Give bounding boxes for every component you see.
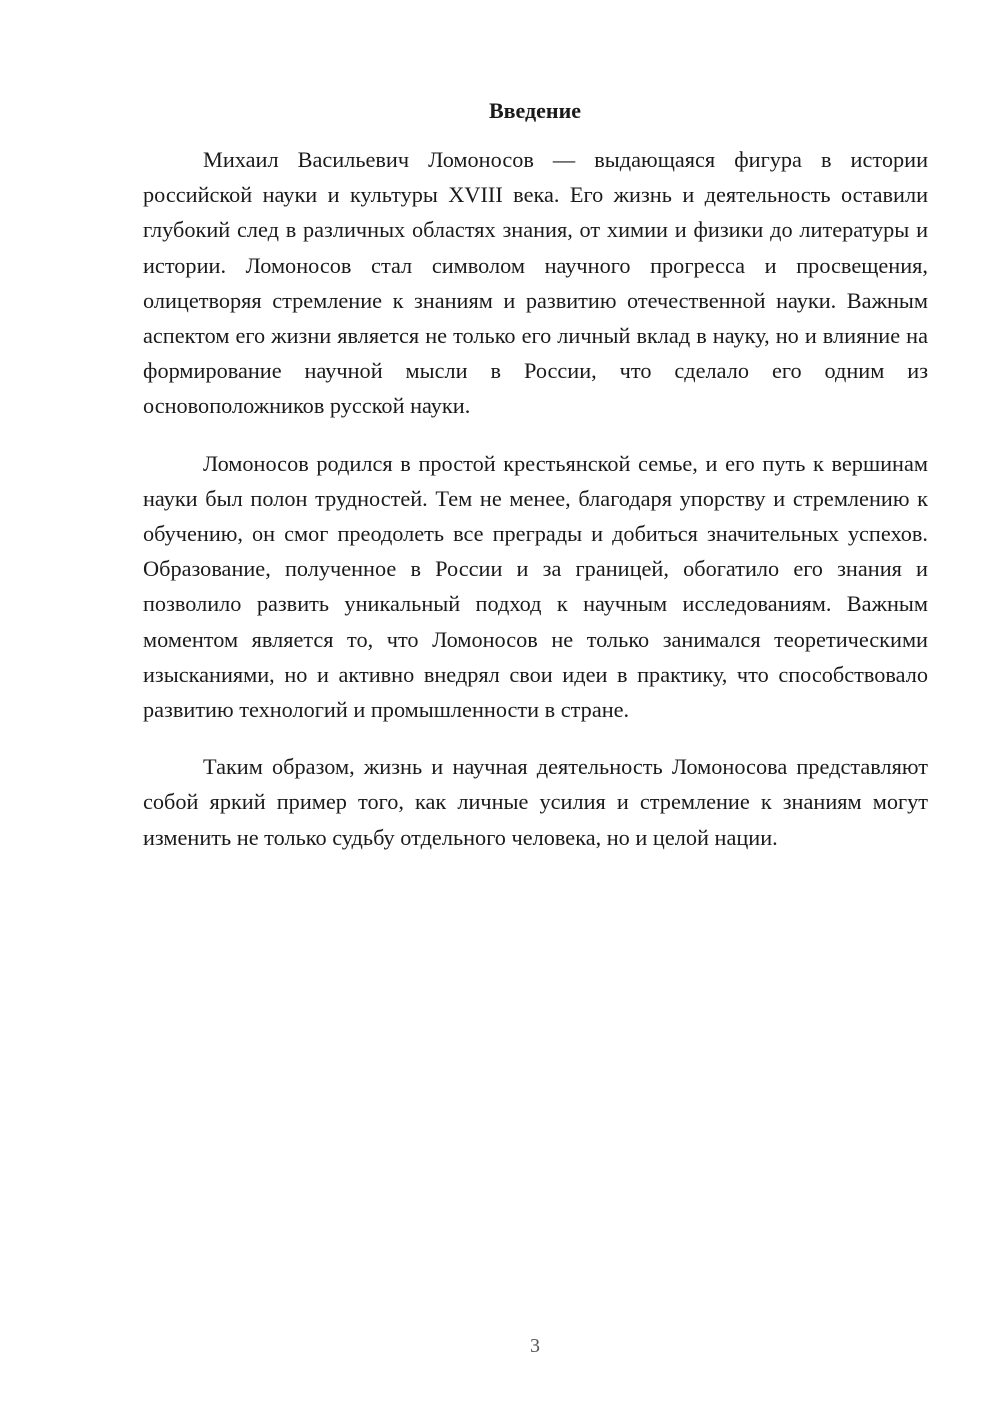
paragraph-3: Таким образом, жизнь и научная деятельность Ломоносова представляют собой яркий пример того, как личные усилия и стремление к знаниям могут изменить не только судьбу отдельного человека, но и целой нации. xyxy=(143,754,928,850)
paragraph-2: Ломоносов родился в простой крестьянской семье, и его путь к вершинам науки был полон трудностей. Тем не менее, благодаря упорству и стремлению к обучению, он смог преодолеть все преграды и добиться значительных успехов. Образование, полученное в России и за границей, обогатило его знания и позволило развить уникальный подход к научным исследованиям. Важным моментом является то, что Ломоносов не только занимался теоретическими изысканиями, но и активно внедрял свои идеи в практику, что способствовало развитию технологий и промышленности в стране. xyxy=(143,450,928,723)
body-text xyxy=(143,142,928,877)
section-title: Введение xyxy=(488,98,582,123)
paragraph-1: Михаил Васильевич Ломоносов — выдающаяся фигура в истории российской науки и культуры XVIII века. Его жизнь и деятельность оставили глубокий след в различных областях знания, от химии и физики до литературы и истории. Ломоносов стал символом научного прогресса и просвещения, олицетворяя стремление к знаниям и развитию отечественной науки. Важным аспектом его жизни является не только его личный вклад в науку, но и влияние на формирование научной мысли в России, что сделало его одним из основоположников русской науки. xyxy=(143,147,928,419)
page-number: 3 xyxy=(530,1335,540,1357)
